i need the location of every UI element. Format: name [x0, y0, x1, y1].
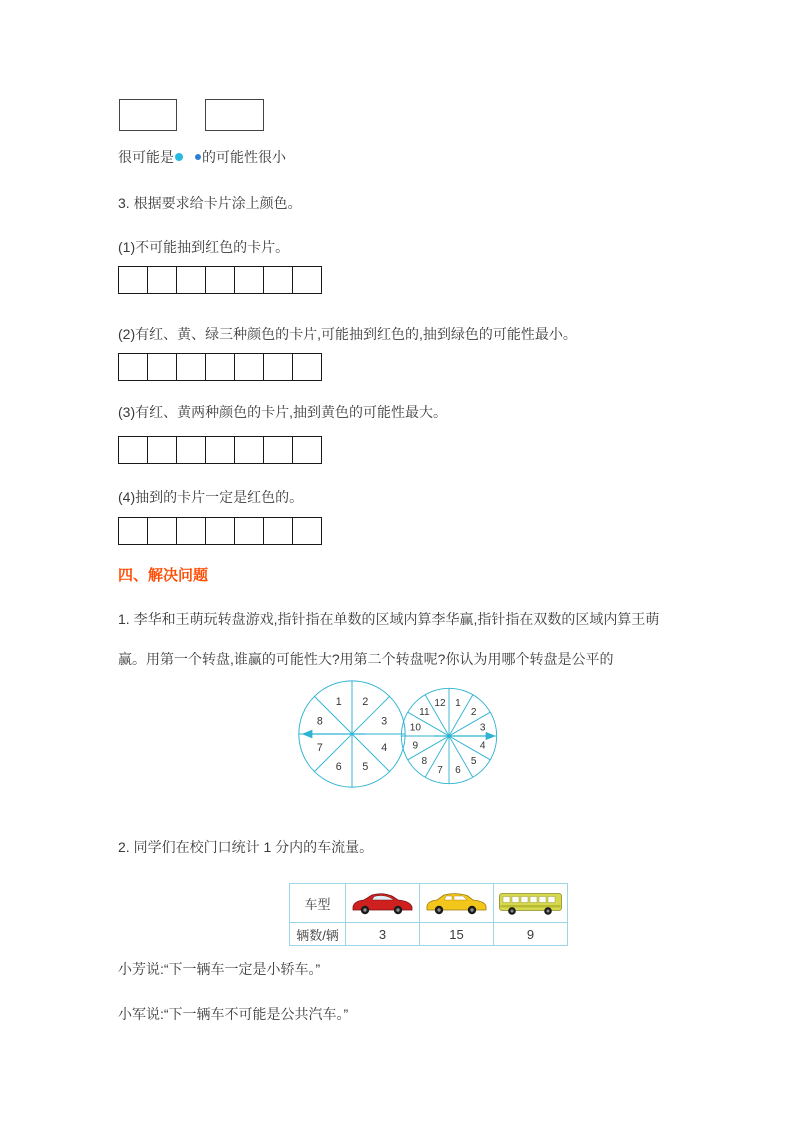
- quote-xiaojun: 小军说:“下一辆车不可能是公共汽车。”: [118, 1006, 349, 1022]
- spinner-2-pointer-tip: [486, 732, 496, 740]
- question3-item-3: (3)有红、黄两种颜色的卡片,抽到黄色的可能性最大。: [118, 404, 447, 420]
- answer-box-2: [205, 99, 264, 131]
- card-cell: [205, 266, 235, 294]
- bus-icon: [498, 890, 564, 916]
- question3-item-2: (2)有红、黄、绿三种颜色的卡片,可能抽到红色的,抽到绿色的可能性最小。: [118, 326, 577, 342]
- spinner-number: 2: [470, 706, 477, 718]
- quote-xiaofang: 小芳说:“下一辆车一定是小轿车。”: [118, 961, 321, 977]
- card-cell: [205, 353, 235, 381]
- spinner-number: 1: [455, 697, 461, 709]
- card-strip-3: [118, 436, 322, 464]
- traffic-table-row-vehicles: [290, 884, 568, 923]
- spinner-2: [394, 681, 504, 791]
- count-taxi: 15: [420, 923, 494, 946]
- card-cell: [292, 266, 322, 294]
- vehicle-type-header: 车型: [290, 884, 346, 923]
- spinner-number: 11: [419, 706, 430, 718]
- question3-title: 3. 根据要求给卡片涂上颜色。: [118, 195, 302, 211]
- spinner-number: 4: [381, 741, 388, 754]
- spinner-number: 6: [335, 760, 342, 773]
- card-cell: [234, 436, 264, 464]
- section4-title: 四、解决问题: [118, 567, 209, 584]
- card-cell: [118, 436, 148, 464]
- spinner-number: 9: [412, 740, 419, 752]
- spinner-number: 8: [316, 715, 323, 728]
- card-strip-2: [118, 353, 322, 381]
- card-cell: [176, 353, 206, 381]
- card-cell: [234, 517, 264, 545]
- spinner-number: 3: [479, 722, 486, 734]
- card-cell: [176, 266, 206, 294]
- traffic-table-row-counts: [290, 923, 568, 946]
- card-cell: [234, 353, 264, 381]
- card-cell: [292, 436, 322, 464]
- spinner-number: 12: [434, 697, 446, 709]
- card-cell: [205, 436, 235, 464]
- spinner-number: 4: [479, 740, 486, 752]
- spinner-number: 3: [381, 715, 388, 728]
- card-cell: [176, 517, 206, 545]
- card-cell: [176, 436, 206, 464]
- traffic-table: [289, 883, 568, 946]
- spinner-number: 1: [335, 696, 342, 708]
- card-strip-4: [118, 517, 322, 545]
- likelihood-suffix: 的可能性很小: [202, 149, 286, 165]
- spinner-number: 7: [316, 741, 323, 754]
- question3-item-1: (1)不可能抽到红色的卡片。: [118, 239, 290, 255]
- section4-q2-text: 2. 同学们在校门口统计 1 分内的车流量。: [118, 839, 374, 855]
- blue-dot-icon: [195, 154, 201, 160]
- section4-q1-line1: 1. 李华和王萌玩转盘游戏,指针指在单数的区域内算李华赢,指针指在双数的区域内算王萌: [118, 611, 660, 627]
- spinner-number: 10: [409, 722, 421, 734]
- card-strip-1: [118, 266, 322, 294]
- card-cell: [147, 517, 177, 545]
- spinner-number: 5: [470, 755, 477, 767]
- card-cell: [263, 517, 293, 545]
- count-red-car: 3: [346, 923, 420, 946]
- count-bus: 9: [494, 923, 568, 946]
- vehicle-cell-red-car: [346, 884, 420, 923]
- likelihood-prefix: 很可能是: [118, 149, 174, 165]
- answer-box-1: [119, 99, 177, 131]
- card-cell: [292, 353, 322, 381]
- count-header: 辆数/辆: [290, 923, 346, 946]
- yellow-taxi-icon: [425, 890, 489, 916]
- card-cell: [118, 517, 148, 545]
- card-cell: [147, 353, 177, 381]
- card-cell: [118, 353, 148, 381]
- cyan-dot-icon: [175, 153, 183, 161]
- spinner-number: 5: [362, 760, 369, 773]
- card-cell: [205, 517, 235, 545]
- card-cell: [263, 353, 293, 381]
- spinner-1: [294, 676, 410, 792]
- section4-q1-line2: 赢。用第一个转盘,谁赢的可能性大?用第二个转盘呢?你认为用哪个转盘是公平的: [118, 651, 614, 667]
- card-cell: [147, 266, 177, 294]
- spinner-1-pointer-tip: [302, 730, 313, 739]
- card-cell: [263, 436, 293, 464]
- card-cell: [292, 517, 322, 545]
- card-cell: [147, 436, 177, 464]
- vehicle-cell-taxi: [420, 884, 494, 923]
- card-cell: [263, 266, 293, 294]
- card-cell: [118, 266, 148, 294]
- spinner-number: 8: [421, 755, 428, 767]
- vehicle-cell-bus: [494, 884, 568, 923]
- spinner-number: 2: [362, 696, 369, 708]
- spinner-number: 6: [455, 765, 461, 777]
- card-cell: [234, 266, 264, 294]
- red-car-icon: [351, 890, 415, 916]
- likelihood-line: [118, 147, 286, 167]
- question3-item-4: (4)抽到的卡片一定是红色的。: [118, 489, 304, 505]
- spinner-number: 7: [437, 765, 443, 777]
